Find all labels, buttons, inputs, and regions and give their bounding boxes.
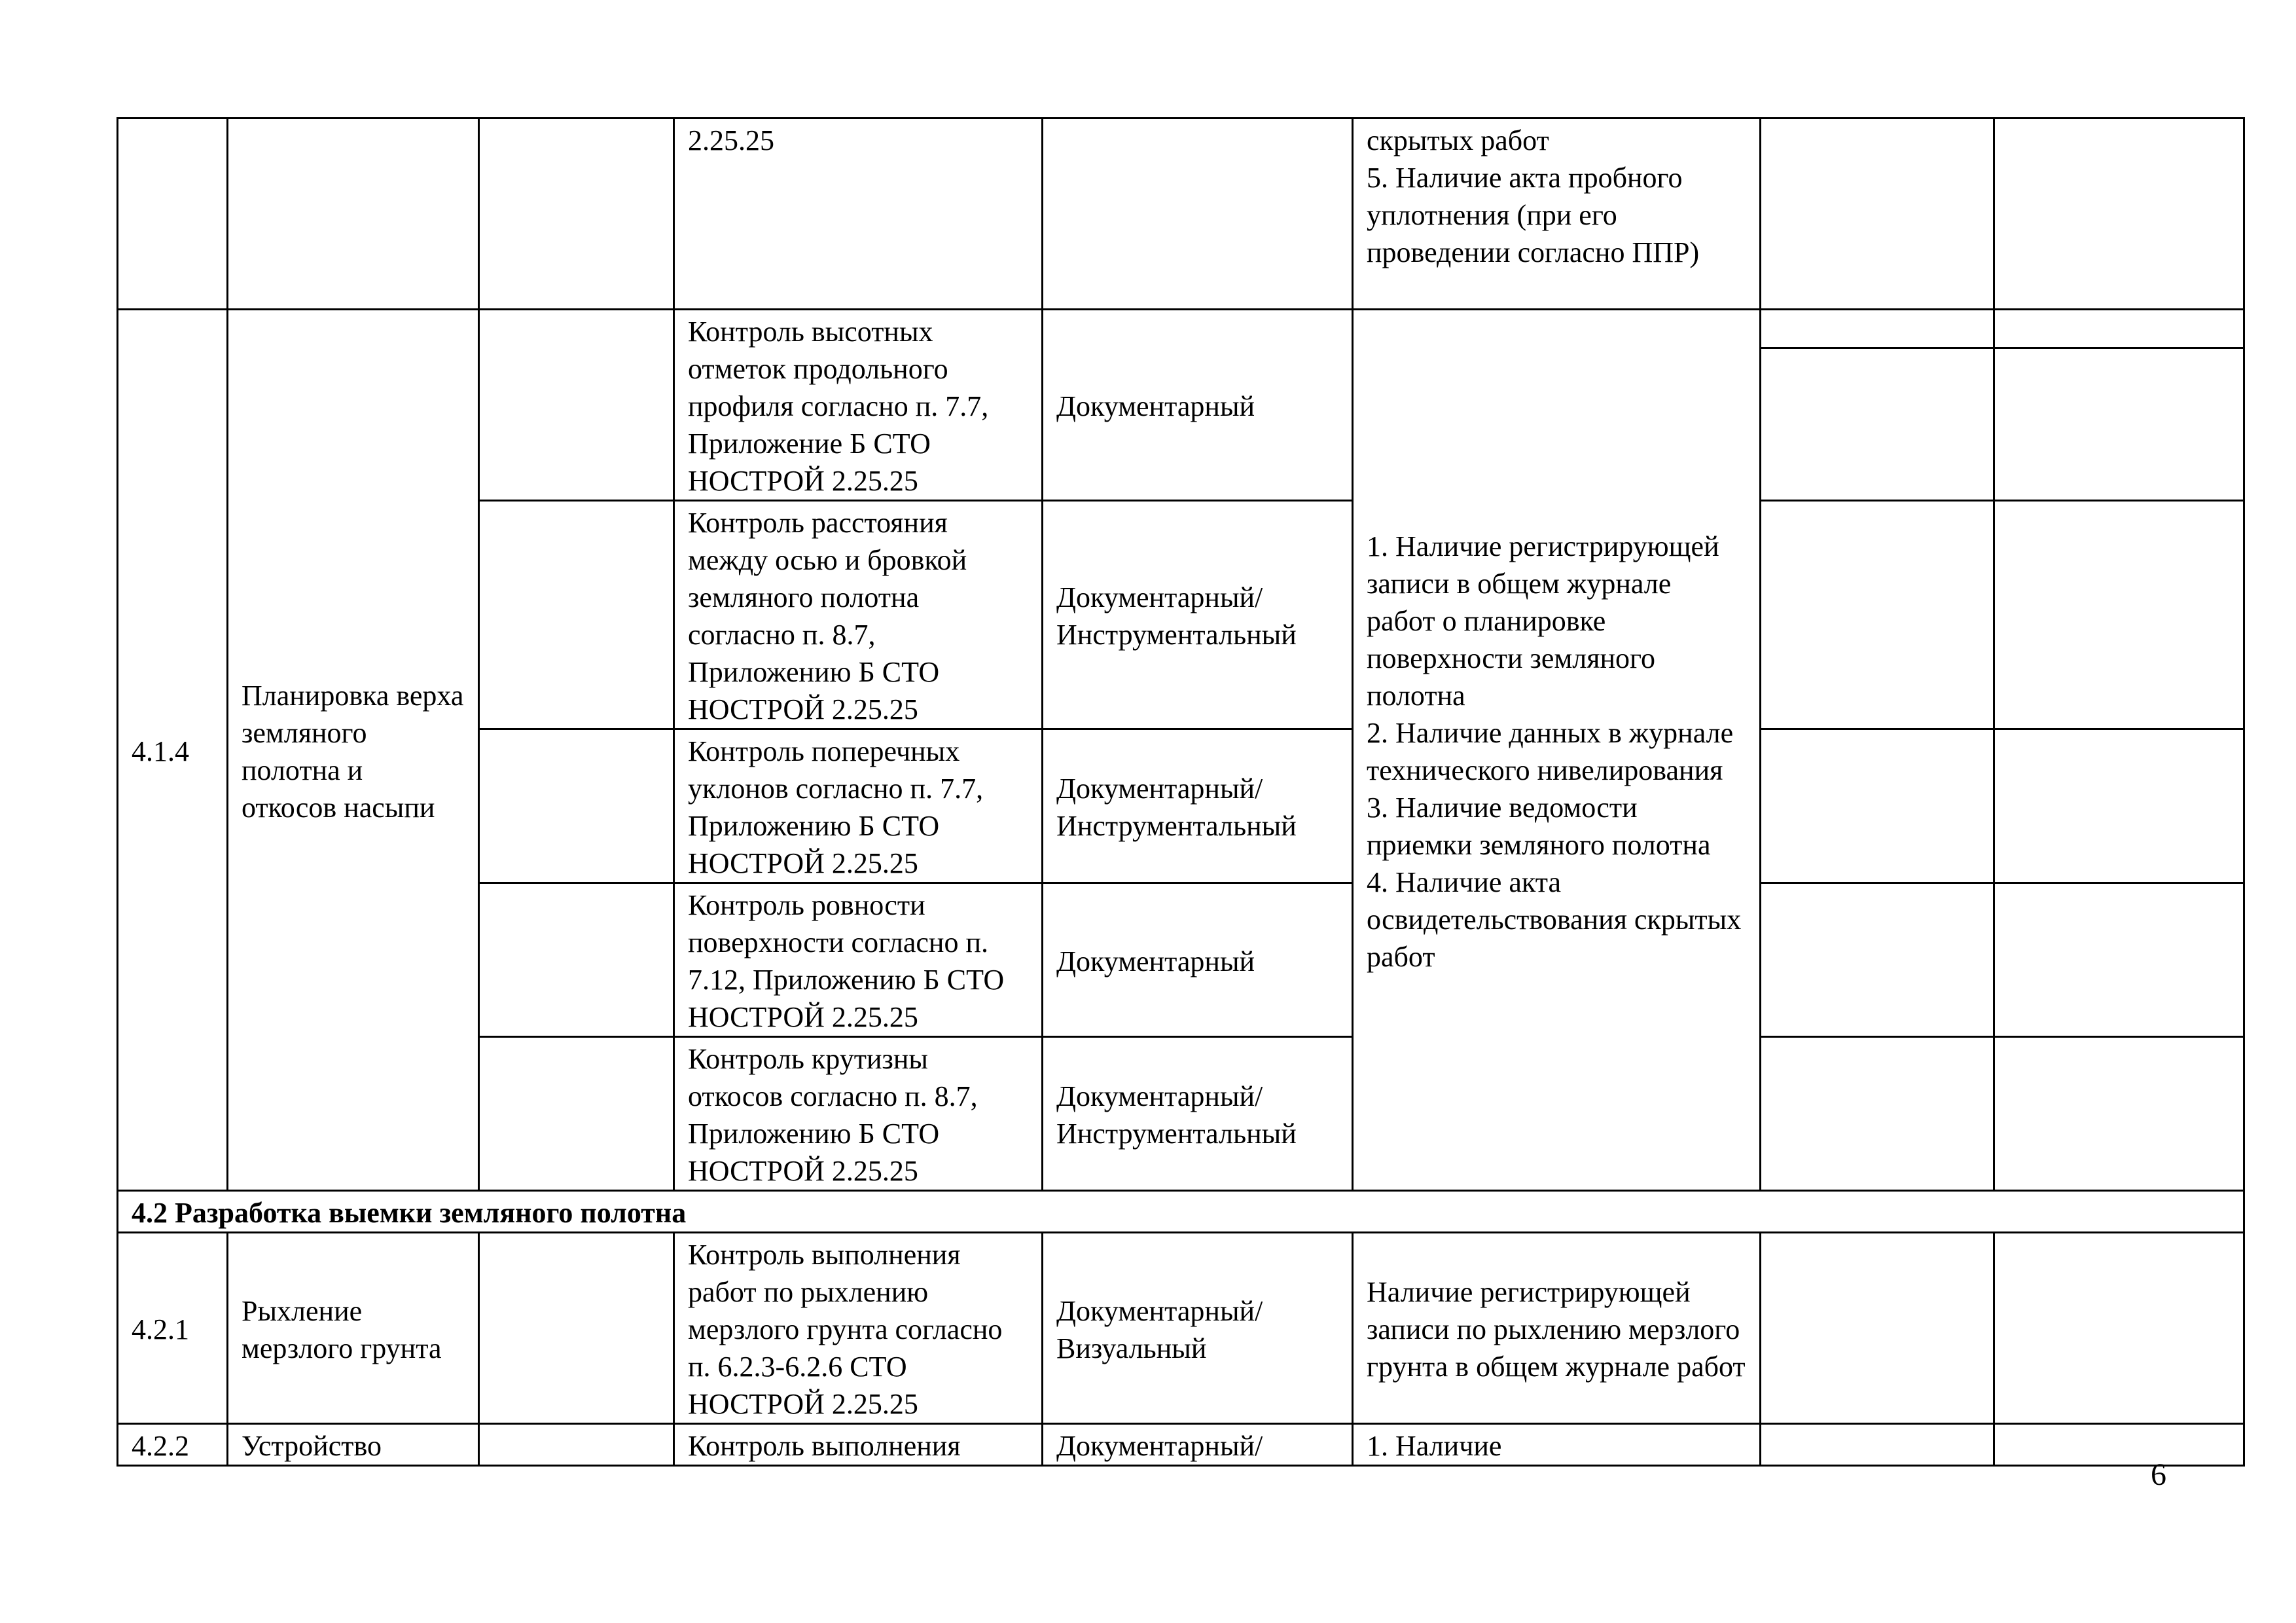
cell-empty — [479, 119, 674, 310]
cell-empty — [479, 729, 674, 883]
table-row — [118, 1424, 2244, 1466]
cell-empty — [1761, 119, 1994, 310]
inspection-table — [117, 117, 2245, 1467]
cell-empty — [1994, 1037, 2244, 1191]
cell-documents: 1. Наличие — [1353, 1424, 1761, 1466]
cell-documents: скрытых работ 5. Наличие акта пробного уплотнения (при его проведении согласно ППР) — [1353, 119, 1761, 310]
section-heading: 4.2 Разработка выемки земляного полотна — [118, 1191, 2244, 1233]
cell-empty — [479, 1233, 674, 1424]
cell-check: Контроль ровности поверхности согласно п. 7.12, Приложению Б СТО НОСТРОЙ 2.25.25 — [674, 883, 1043, 1037]
cell-work-name: Рыхление мерзлого грунта — [228, 1233, 479, 1424]
cell-documents: 1. Наличие регистрирующей записи в общем журнале работ о планировке поверхности земляного полотна 2. Наличие данных в журнале технического нивелирования 3. Наличие ведомости приемки земляного полотна 4. Наличие акта освидетельствования скрытых работ — [1353, 310, 1761, 1191]
table-row — [118, 1233, 2244, 1424]
cell-empty — [1994, 501, 2244, 729]
cell-empty — [1761, 1424, 1994, 1466]
cell-check: Контроль поперечных уклонов согласно п. 7.7, Приложению Б СТО НОСТРОЙ 2.25.25 — [674, 729, 1043, 883]
cell-empty — [1761, 348, 1994, 501]
cell-method: Документарный/ — [1043, 1424, 1353, 1466]
cell-empty — [479, 1037, 674, 1191]
cell-empty — [479, 501, 674, 729]
cell-empty — [1761, 883, 1994, 1037]
cell-empty — [1761, 1233, 1994, 1424]
cell-empty — [1994, 310, 2244, 348]
page-number: 6 — [2151, 1457, 2166, 1492]
cell-method: Документарный — [1043, 883, 1353, 1037]
cell-method: Документарный — [1043, 310, 1353, 501]
cell-number: 4.2.1 — [118, 1233, 228, 1424]
table-row — [118, 1191, 2244, 1233]
cell-empty — [479, 310, 674, 501]
cell-empty — [479, 1424, 674, 1466]
cell-method: Документарный/ Инструментальный — [1043, 1037, 1353, 1191]
cell-empty — [1994, 1233, 2244, 1424]
table-row — [118, 119, 2244, 310]
table-row — [118, 310, 2244, 348]
cell-number — [118, 119, 228, 310]
cell-check: Контроль крутизны откосов согласно п. 8.7, Приложению Б СТО НОСТРОЙ 2.25.25 — [674, 1037, 1043, 1191]
cell-check: 2.25.25 — [674, 119, 1043, 310]
cell-method: Документарный/ Инструментальный — [1043, 729, 1353, 883]
cell-check: Контроль расстояния между осью и бровкой земляного полотна согласно п. 8.7, Приложению Б СТО НОСТРОЙ 2.25.25 — [674, 501, 1043, 729]
cell-number: 4.1.4 — [118, 310, 228, 1191]
cell-work-name — [228, 119, 479, 310]
cell-empty — [1994, 729, 2244, 883]
cell-empty — [1761, 1037, 1994, 1191]
cell-empty — [1761, 310, 1994, 348]
cell-method: Документарный/ Визуальный — [1043, 1233, 1353, 1424]
cell-method — [1043, 119, 1353, 310]
cell-documents: Наличие регистрирующей записи по рыхлению мерзлого грунта в общем журнале работ — [1353, 1233, 1761, 1424]
cell-check: Контроль выполнения работ по рыхлению мерзлого грунта согласно п. 6.2.3-6.2.6 СТО НОСТРОЙ 2.25.25 — [674, 1233, 1043, 1424]
cell-check: Контроль высотных отметок продольного профиля согласно п. 7.7, Приложение Б СТО НОСТРОЙ 2.25.25 — [674, 310, 1043, 501]
cell-number: 4.2.2 — [118, 1424, 228, 1466]
cell-empty — [1761, 501, 1994, 729]
cell-work-name: Планировка верха земляного полотна и откосов насыпи — [228, 310, 479, 1191]
cell-work-name: Устройство — [228, 1424, 479, 1466]
cell-method: Документарный/ Инструментальный — [1043, 501, 1353, 729]
cell-empty — [1994, 883, 2244, 1037]
cell-empty — [1761, 729, 1994, 883]
cell-check: Контроль выполнения — [674, 1424, 1043, 1466]
cell-empty — [1994, 348, 2244, 501]
cell-empty — [479, 883, 674, 1037]
cell-empty — [1994, 119, 2244, 310]
